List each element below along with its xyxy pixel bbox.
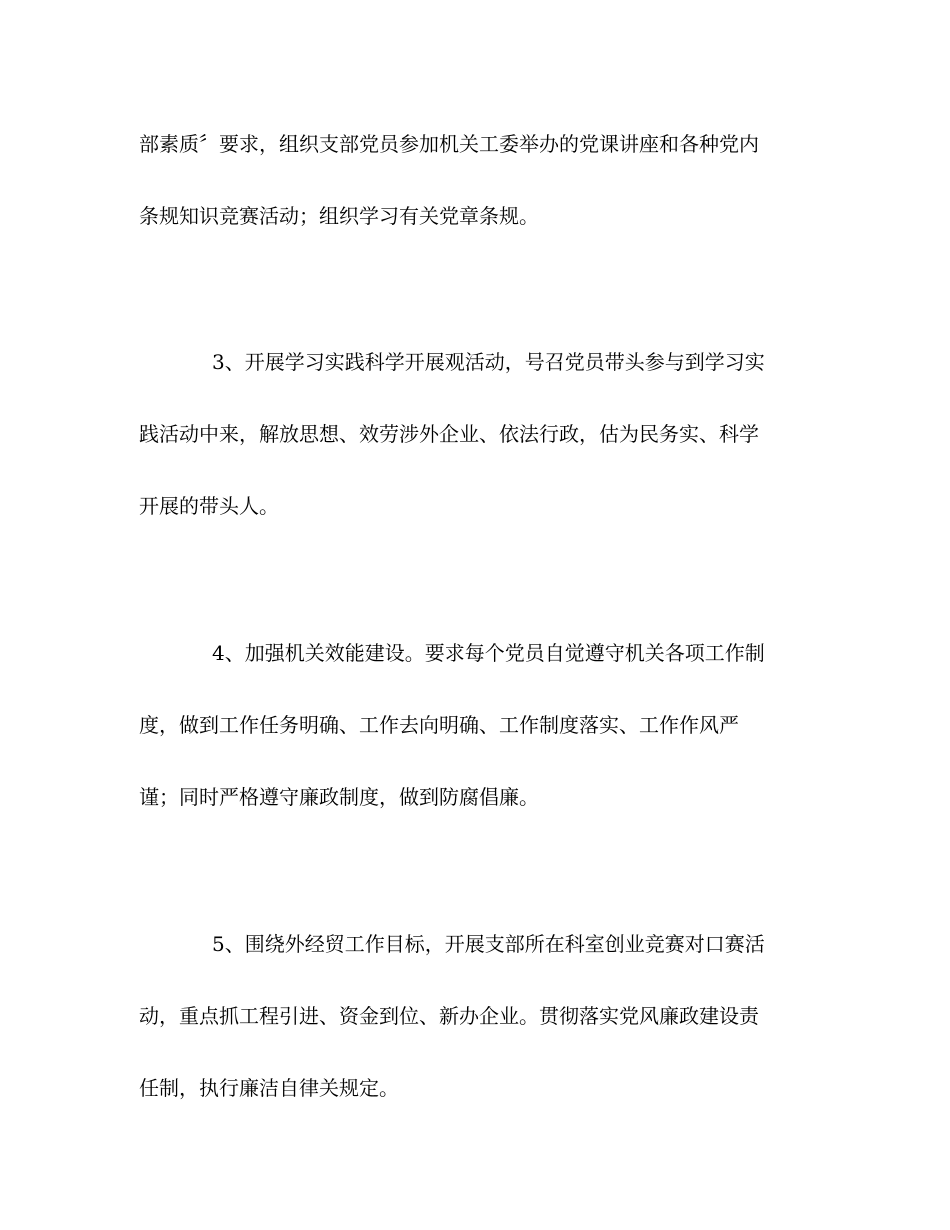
text-line: 3、开展学习实践科学开展观活动，号召党员带头参与到学习实: [212, 350, 765, 374]
text-line: 5、围绕外经贸工作目标，开展支部所在科室创业竞赛对口赛活: [212, 932, 765, 956]
text-line: 谨；同时严格遵守廉政制度，做到防腐倡廉。: [139, 785, 539, 809]
text-line: 4、加强机关效能建设。要求每个党员自觉遵守机关各项工作制: [212, 641, 765, 665]
text-line: 践活动中来，解放思想、效劳涉外企业、依法行政，估为民务实、科学: [139, 422, 759, 446]
text-line: 条规知识竞赛活动；组织学习有关党章条规。: [139, 204, 539, 228]
text-line: 开展的带头人。: [139, 494, 279, 518]
text-line: 任制，执行廉洁自律关规定。: [139, 1076, 399, 1100]
text-line: 动，重点抓工程引进、资金到位、新办企业。贯彻落实党风廉政建设责: [139, 1004, 759, 1028]
text-line: 部素质〞要求，组织支部党员参加机关工委举办的党课讲座和各种党内: [139, 132, 759, 156]
text-line: 度，做到工作任务明确、工作去向明确、工作制度落实、工作作风严: [139, 713, 739, 737]
